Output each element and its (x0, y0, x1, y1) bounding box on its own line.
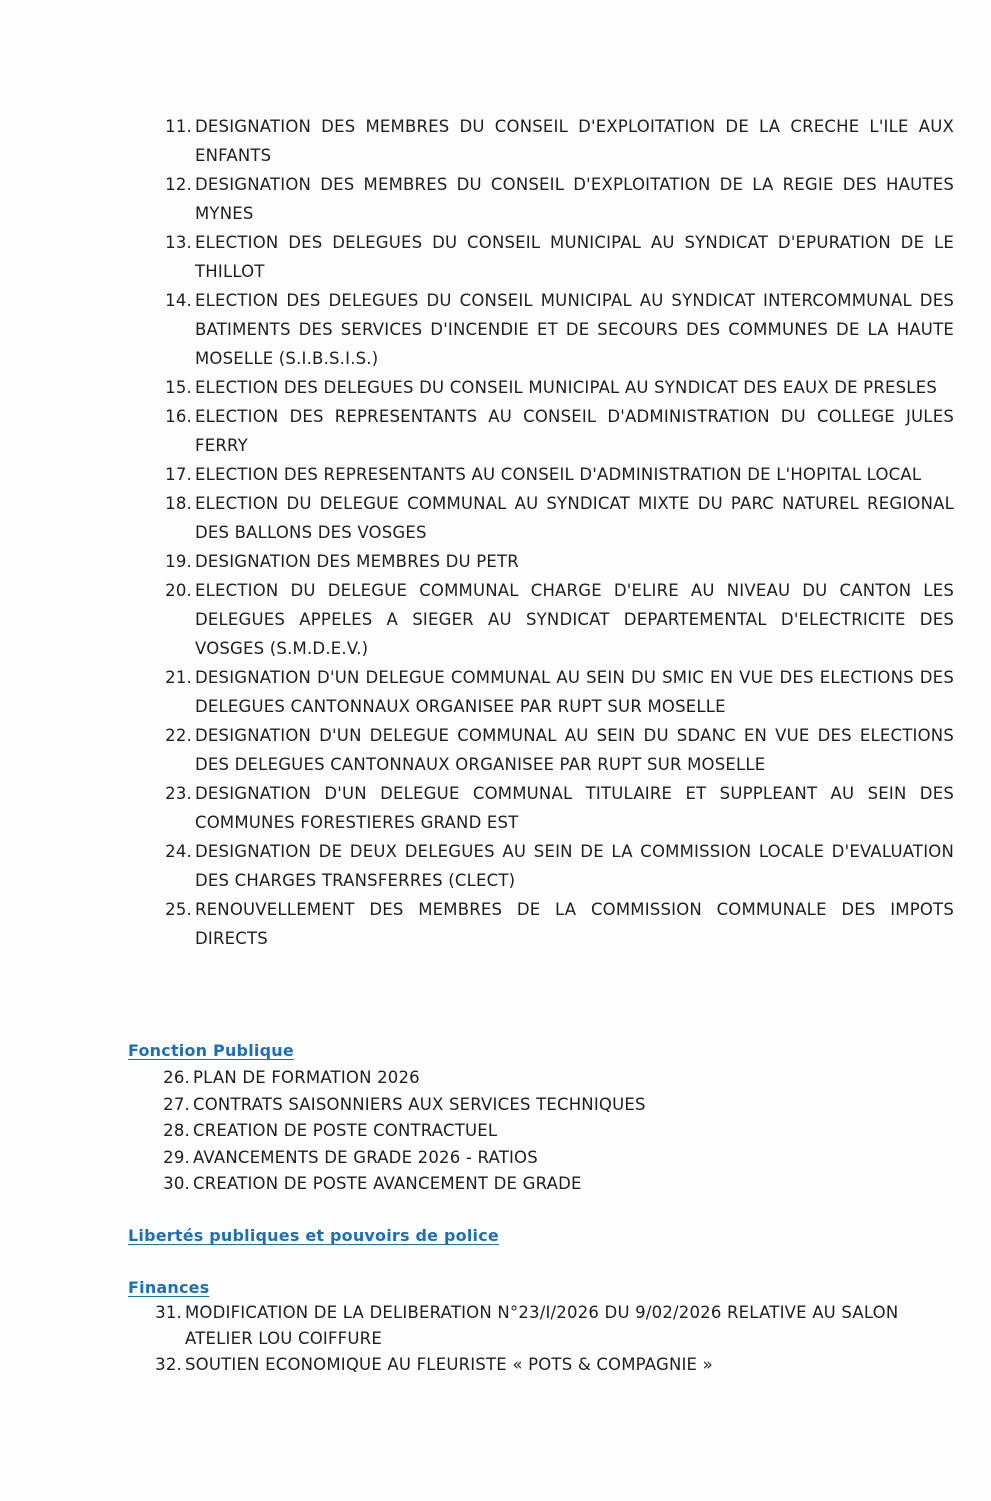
item-number: 15. (165, 378, 192, 397)
agenda-item-15 (158, 373, 954, 402)
item-text: DESIGNATION D'UN DELEGUE COMMUNAL AU SEIN DU SMIC EN VUE DES ELECTIONS DES DELEGUES CANTONNAUX ORGANISEE PAR RUPT SUR MOSELLE (195, 668, 954, 716)
item-number: 32. (155, 1355, 182, 1374)
item-text: ELECTION DES DELEGUES DU CONSEIL MUNICIPAL AU SYNDICAT D'EPURATION DE LE THILLOT (195, 233, 954, 281)
agenda-item-31 (150, 1300, 940, 1352)
item-number: 18. (165, 494, 192, 513)
item-number: 12. (165, 175, 192, 194)
item-number: 13. (165, 233, 192, 252)
agenda-item-24 (158, 837, 954, 895)
item-number: 25. (165, 900, 192, 919)
agenda-list-fonction-publique (158, 1065, 918, 1198)
item-text: CREATION DE POSTE AVANCEMENT DE GRADE (193, 1174, 582, 1193)
item-number: 14. (165, 291, 192, 310)
item-number: 17. (165, 465, 192, 484)
agenda-item-26 (158, 1065, 918, 1092)
agenda-item-25 (158, 895, 954, 953)
item-text: DESIGNATION D'UN DELEGUE COMMUNAL TITULAIRE ET SUPPLEANT AU SEIN DES COMMUNES FORESTIERES GRAND EST (195, 784, 954, 832)
agenda-list-main (158, 112, 954, 953)
agenda-item-28 (158, 1118, 918, 1145)
agenda-list-finances (150, 1300, 940, 1378)
item-text: CONTRATS SAISONNIERS AUX SERVICES TECHNIQUES (193, 1094, 646, 1114)
agenda-item-32 (150, 1352, 940, 1378)
item-number: 31. (155, 1303, 182, 1322)
item-text: ELECTION DES DELEGUES DU CONSEIL MUNICIPAL AU SYNDICAT INTERCOMMUNAL DES BATIMENTS DES SERVICES D'INCENDIE ET DE SECOURS DES COMMUNES DE LA HAUTE MOSELLE (S.I.B.S.I.S.) (195, 291, 954, 368)
item-number: 30. (163, 1174, 190, 1193)
item-text: ELECTION DU DELEGUE COMMUNAL AU SYNDICAT MIXTE DU PARC NATUREL REGIONAL DES BALLONS DES VOSGES (195, 494, 954, 542)
item-text: DESIGNATION DES MEMBRES DU PETR (195, 552, 519, 571)
item-text: DESIGNATION DES MEMBRES DU CONSEIL D'EXPLOITATION DE LA CRECHE L'ILE AUX ENFANTS (195, 117, 954, 165)
agenda-item-30 (158, 1171, 918, 1198)
section-heading-libertes-publiques: Libertés publiques et pouvoirs de police (128, 1226, 499, 1245)
item-number: 16. (165, 407, 192, 426)
item-text: CREATION DE POSTE CONTRACTUEL (193, 1121, 498, 1140)
item-number: 27. (163, 1094, 190, 1114)
item-text: RENOUVELLEMENT DES MEMBRES DE LA COMMISSION COMMUNALE DES IMPOTS DIRECTS (195, 900, 954, 948)
agenda-item-11 (158, 112, 954, 170)
agenda-item-16 (158, 402, 954, 460)
item-text: DESIGNATION DE DEUX DELEGUES AU SEIN DE LA COMMISSION LOCALE D'EVALUATION DES CHARGES TRANSFERRES (CLECT) (195, 842, 954, 890)
item-text: ELECTION DU DELEGUE COMMUNAL CHARGE D'ELIRE AU NIVEAU DU CANTON LES DELEGUES APPELES A SIEGER AU SYNDICAT DEPARTEMENTAL D'ELECTRICITE DES VOSGES (S.M.D.E.V.) (195, 581, 954, 658)
item-text: ELECTION DES DELEGUES DU CONSEIL MUNICIPAL AU SYNDICAT DES EAUX DE PRESLES (195, 378, 937, 397)
item-number: 20. (165, 581, 192, 600)
item-number: 23. (165, 784, 192, 803)
item-number: 22. (165, 726, 192, 745)
agenda-item-21 (158, 663, 954, 721)
agenda-item-22 (158, 721, 954, 779)
agenda-item-18 (158, 489, 954, 547)
item-number: 19. (165, 552, 192, 571)
item-text: ELECTION DES REPRESENTANTS AU CONSEIL D'ADMINISTRATION DU COLLEGE JULES FERRY (195, 407, 954, 455)
item-text: ELECTION DES REPRESENTANTS AU CONSEIL D'ADMINISTRATION DE L'HOPITAL LOCAL (195, 465, 922, 484)
agenda-item-12 (158, 170, 954, 228)
item-number: 29. (163, 1147, 190, 1167)
section-heading-fonction-publique: Fonction Publique (128, 1041, 294, 1060)
agenda-item-29 (158, 1145, 918, 1172)
item-text: AVANCEMENTS DE GRADE 2026 - RATIOS (193, 1147, 538, 1167)
item-number: 21. (165, 668, 192, 687)
item-number: 11. (165, 117, 192, 136)
item-number: 26. (163, 1068, 190, 1087)
agenda-item-20 (158, 576, 954, 663)
agenda-item-23 (158, 779, 954, 837)
agenda-item-14 (158, 286, 954, 373)
item-text: MODIFICATION DE LA DELIBERATION N°23/I/2026 DU 9/02/2026 RELATIVE AU SALON ATELIER LOU COIFFURE (185, 1303, 899, 1348)
section-heading-finances: Finances (128, 1278, 210, 1297)
item-number: 24. (165, 842, 192, 861)
item-text: DESIGNATION D'UN DELEGUE COMMUNAL AU SEIN DU SDANC EN VUE DES ELECTIONS DES DELEGUES CANTONNAUX ORGANISEE PAR RUPT SUR MOSELLE (195, 726, 954, 774)
item-text: SOUTIEN ECONOMIQUE AU FLEURISTE « POTS & COMPAGNIE » (185, 1355, 713, 1374)
agenda-item-27 (158, 1092, 918, 1119)
item-text: DESIGNATION DES MEMBRES DU CONSEIL D'EXPLOITATION DE LA REGIE DES HAUTES MYNES (195, 175, 954, 223)
item-number: 28. (163, 1121, 190, 1140)
agenda-item-19 (158, 547, 954, 576)
agenda-item-17 (158, 460, 954, 489)
agenda-item-13 (158, 228, 954, 286)
item-text: PLAN DE FORMATION 2026 (193, 1068, 420, 1087)
